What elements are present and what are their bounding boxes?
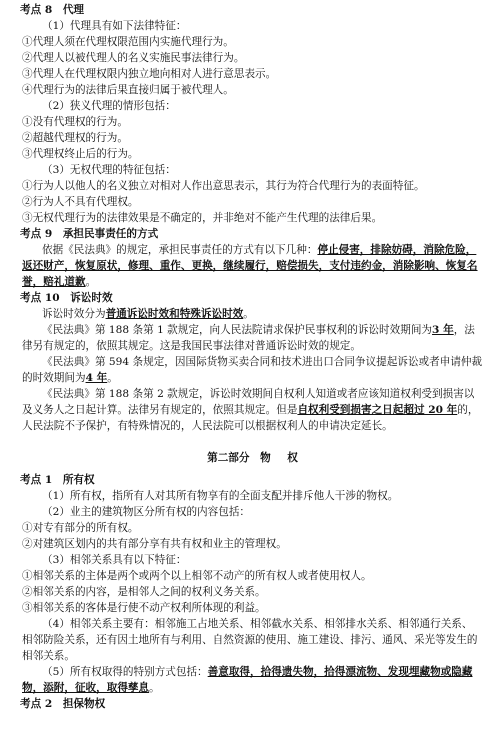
list-item: ②行为人不具有代理权。 bbox=[22, 196, 139, 208]
section-heading-security-interest: 考点 2 担保物权 bbox=[20, 698, 106, 710]
paragraph: （4）相邻关系主要有：相邻施工占地关系、相邻截水关系、相邻排水关系、相邻通行关系、相邻防险关系，还有因土地所有与利用、自然资源的使用、施工建设、排污、通风、采光等发生的相邻关系。 bbox=[22, 618, 478, 662]
list-item: ②相邻关系的内容，是相邻人之间的权利义务关系。 bbox=[22, 586, 266, 598]
text-run: 《民法典》第 594 条规定，因国际货物买卖合同和技术进出口合同争议提起诉讼或者申请仲裁的时效期间为 bbox=[22, 356, 483, 384]
text-run: 的，人民法院不予保护，有特殊情况的，人民法院可以根据权利人的申请决定延长。 bbox=[22, 404, 479, 432]
emphasis-text: 普通诉讼时效和特殊诉讼时效 bbox=[105, 308, 244, 320]
paragraph: （2）狭义代理的情形包括： bbox=[42, 100, 176, 112]
emphasis-text: 停止侵害，排除妨碍，消除危险，返还财产，恢复原状，修理、重作、更换，继续履行，赔偿损失，支付违约金，消除影响、恢复名誉，赔礼道歉 bbox=[22, 244, 478, 288]
section-heading-agency: 考点 8 代理 bbox=[20, 4, 85, 16]
text-run: 依据《民法典》的规定，承担民事责任的方式有以下几种： bbox=[42, 244, 318, 256]
text-run: ，法律另有规定的，依照其规定。这是我国民事法律对普通诉讼时效的规定。 bbox=[22, 324, 475, 352]
paragraph bbox=[22, 242, 483, 290]
part-title-char: 物 bbox=[260, 452, 277, 464]
text-run: 。 bbox=[85, 276, 97, 288]
text-run: （5）所有权取得的特别方式包括： bbox=[42, 666, 208, 678]
paragraph bbox=[22, 322, 483, 354]
text-run: 诉讼时效分为 bbox=[42, 308, 106, 320]
part-title bbox=[22, 450, 483, 466]
list-item: ①对专有部分的所有权。 bbox=[22, 522, 139, 534]
text-run: 。 bbox=[149, 682, 160, 694]
list-item: ④代理行为的法律后果直接归属于被代理人。 bbox=[22, 84, 234, 96]
list-item: ②对建筑区划内的共有部分享有共有权和业主的管理权。 bbox=[22, 538, 287, 550]
emphasis-text: 4 年 bbox=[85, 372, 108, 384]
part-title-text: 第二部分 bbox=[207, 452, 250, 464]
paragraph bbox=[22, 386, 483, 434]
section-heading-limitation: 考点 10 诉讼时效 bbox=[20, 292, 113, 304]
text-run: 。 bbox=[107, 372, 118, 384]
list-item: ②超越代理权的行为。 bbox=[22, 132, 128, 144]
part-title-char: 权 bbox=[287, 452, 298, 464]
text-run: 《民法典》第 188 条第 2 款规定，诉讼时效期间自权利人知道或者应该知道权利受到损害以及义务人之日起计算。法律另有规定的，依照其规定。但是 bbox=[22, 388, 475, 416]
section-heading-civil-liability: 考点 9 承担民事责任的方式 bbox=[20, 228, 159, 240]
paragraph bbox=[22, 306, 483, 322]
list-item: ①相邻关系的主体是两个或两个以上相邻不动产的所有权人或者使用权人。 bbox=[22, 570, 372, 582]
list-item: ③代理人在代理权限内独立地向相对人进行意思表示。 bbox=[22, 68, 277, 80]
paragraph: （1）所有权，指所有人对其所有物享有的全面支配并排斥他人干涉的物权。 bbox=[42, 490, 399, 502]
paragraph bbox=[22, 664, 483, 696]
list-item: ③相邻关系的客体是行使不动产权利所体现的利益。 bbox=[22, 602, 266, 614]
emphasis-text: 善意取得，拾得遗失物，拾得漂流物、发现埋藏物或隐藏物，添附，征收，取得孳息 bbox=[22, 666, 473, 694]
text-run: 《民法典》第 188 条第 1 款规定，向人民法院请求保护民事权利的诉讼时效期间为 bbox=[42, 324, 433, 336]
list-item: ③无权代理行为的法律效果是不确定的，并非绝对不能产生代理的法律后果。 bbox=[22, 212, 383, 224]
paragraph: （2）业主的建筑物区分所有权的内容包括： bbox=[42, 506, 251, 518]
text-run: 。 bbox=[243, 308, 254, 320]
list-item: ②代理人以被代理人的名义实施民事法律行为。 bbox=[22, 52, 245, 64]
paragraph: （3）相邻关系具有以下特征： bbox=[42, 554, 187, 566]
paragraph: （1）代理具有如下法律特征： bbox=[42, 20, 187, 32]
section-heading-ownership: 考点 1 所有权 bbox=[20, 474, 95, 486]
list-item: ③代理权终止后的行为。 bbox=[22, 148, 139, 160]
paragraph bbox=[22, 354, 483, 386]
paragraph: （3）无权代理的特征包括： bbox=[42, 164, 176, 176]
list-item: ①行为人以他人的名义独立对相对人作出意思表示，其行为符合代理行为的表面特征。 bbox=[22, 180, 425, 192]
emphasis-text: 自权利受到损害之日起超过 20 年 bbox=[297, 404, 458, 416]
list-item: ①代理人须在代理权限范围内实施代理行为。 bbox=[22, 36, 234, 48]
emphasis-text: 3 年 bbox=[432, 324, 454, 336]
list-item: ①没有代理权的行为。 bbox=[22, 116, 128, 128]
